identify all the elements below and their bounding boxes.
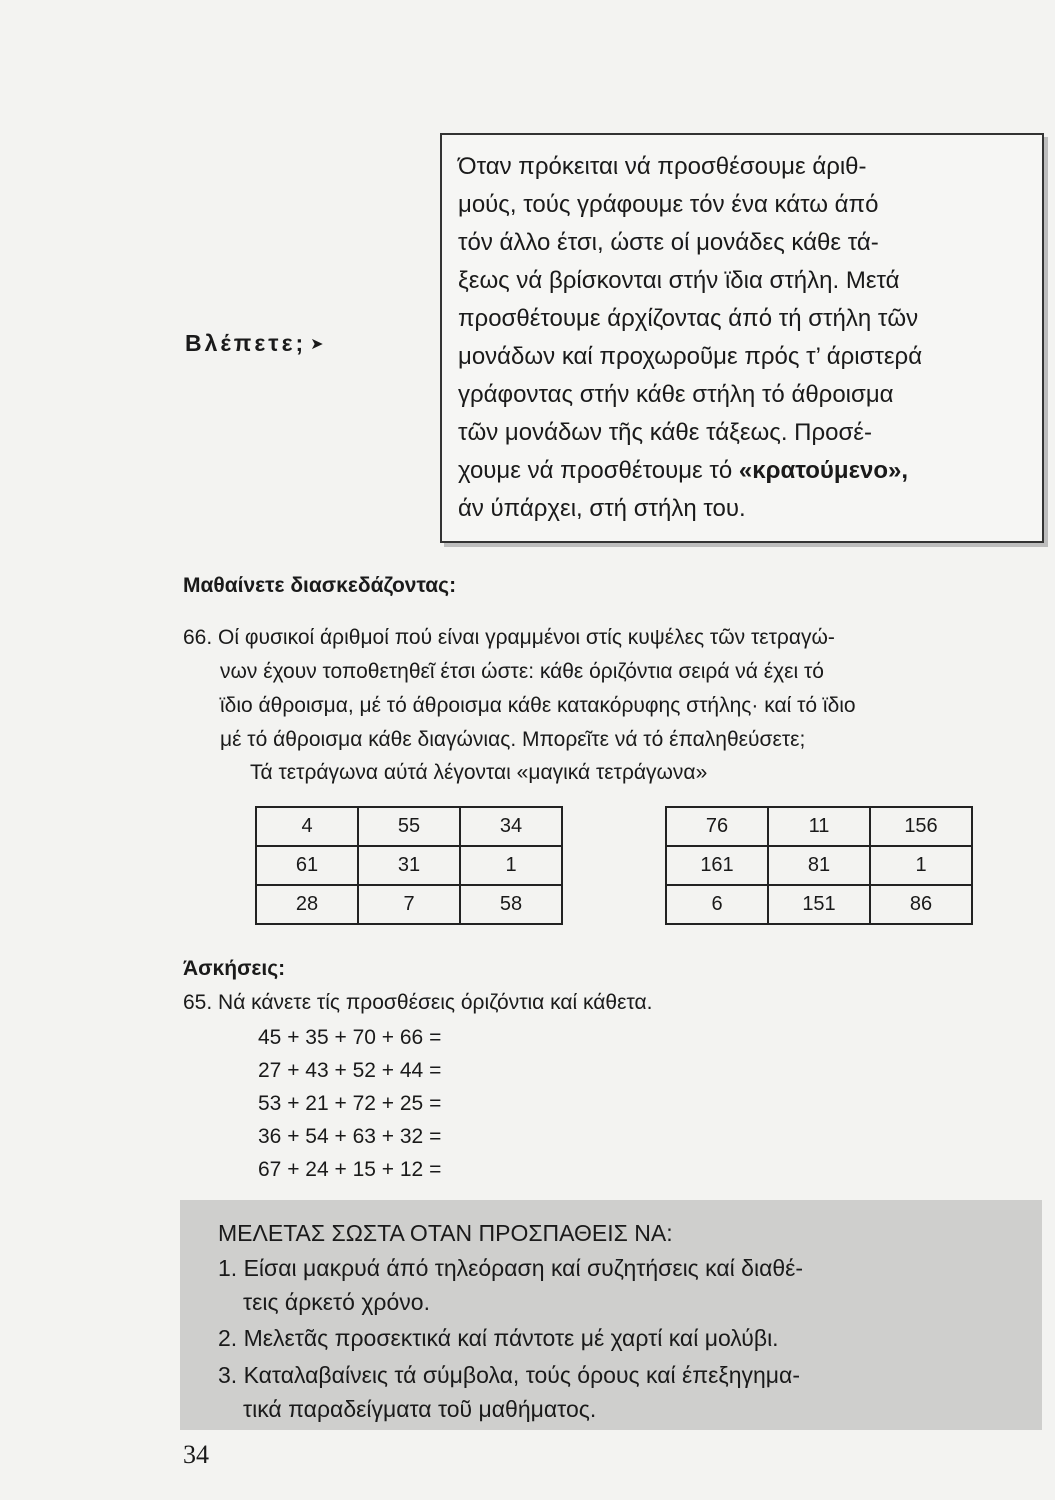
addition-rule-box (440, 133, 1044, 543)
problem-line: Τά τετράγωνα αύτά λέγονται «μαγικά τετράγωνα» (250, 761, 708, 784)
rule-line-text: χουμε νά προσθέτουμε τό (458, 457, 739, 484)
table-row (256, 807, 562, 846)
equation: 53 + 21 + 72 + 25 = (258, 1092, 442, 1115)
rule-line: μονάδων καί προχωροῦμε πρός τ’ άριστερά (458, 343, 923, 370)
table-cell: 7 (358, 885, 460, 924)
problem-line: μέ τό άθροισμα κάθε διαγώνιας. Μπορεῖτε νά τό έπαληθεύσετε; (220, 728, 806, 751)
rule-line (458, 459, 908, 483)
tip-line: τεις άρκετό χρόνο. (243, 1289, 430, 1315)
tip-line: τικά παραδείγματα τοῦ μαθήματος. (243, 1396, 597, 1422)
table-cell: 76 (666, 807, 768, 846)
rule-line: προσθέτουμε άρχίζοντας άπό τή στήλη τῶν (458, 305, 919, 332)
magic-square-left (255, 806, 563, 925)
table-cell: 4 (256, 807, 358, 846)
page-number: 34 (183, 1440, 209, 1469)
rule-line: Όταν πρόκειται νά προσθέσουμε άριθ- (458, 153, 867, 180)
rule-line: ξεως νά βρίσκονται στήν ϊδια στήλη. Μετά (458, 267, 900, 294)
table-cell: 151 (768, 885, 870, 924)
table-cell: 34 (460, 807, 562, 846)
table-cell: 55 (358, 807, 460, 846)
rule-line: τόν άλλο έτσι, ώστε οί μονάδες κάθε τά- (458, 229, 879, 256)
tips-header: ΜΕΛΕΤΑΣ ΣΩΣΤΑ ΟΤΑΝ ΠΡΟΣΠΑΘΕΙΣ ΝΑ: (218, 1220, 673, 1246)
rule-line: τῶν μονάδων τῆς κάθε τάξεως. Προσέ- (458, 419, 872, 446)
equation: 36 + 54 + 63 + 32 = (258, 1125, 442, 1148)
carry-term: «κρατούμενο», (738, 457, 908, 484)
rule-line: μούς, τούς γράφουμε τόν ένα κάτω άπό (458, 191, 879, 218)
tip-line: 3. Καταλαβαίνεις τά σύμβολα, τούς όρους καί έπεξηγημα- (218, 1362, 800, 1388)
tip-line: 1. Είσαι μακρυά άπό τηλεόραση καί συζητήσεις καί διαθέ- (218, 1255, 804, 1281)
problem-line: ϊδιο άθροισμα, μέ τό άθροισμα κάθε κατακόρυφης στήλης· καί τό ϊδιο (220, 694, 856, 717)
fun-section-title: Μαθαίνετε διασκεδάζοντας: (183, 574, 457, 597)
table-cell: 11 (768, 807, 870, 846)
table-row (666, 807, 972, 846)
table-cell: 28 (256, 885, 358, 924)
equation: 27 + 43 + 52 + 44 = (258, 1059, 442, 1082)
table-cell: 156 (870, 807, 972, 846)
see-label (185, 330, 327, 357)
table-cell: 81 (768, 846, 870, 885)
table-cell: 161 (666, 846, 768, 885)
see-label-text: Βλέπετε; (185, 330, 307, 356)
table-cell: 31 (358, 846, 460, 885)
tip-line: 2. Μελετᾶς προσεκτικά καί πάντοτε μέ χαρτί καί μολύβι. (218, 1325, 779, 1351)
magic-square-right (665, 806, 973, 925)
table-row (256, 885, 562, 924)
table-cell: 86 (870, 885, 972, 924)
table-row (666, 885, 972, 924)
equation: 67 + 24 + 15 + 12 = (258, 1158, 442, 1181)
rule-line: άν ύπάρχει, στή στήλη του. (458, 495, 746, 522)
table-cell: 1 (460, 846, 562, 885)
table-cell: 58 (460, 885, 562, 924)
exercise-intro: 65. Νά κάνετε τίς προσθέσεις όριζόντια καί κάθετα. (183, 991, 653, 1014)
exercises-title: Άσκήσεις: (183, 957, 286, 980)
table-cell: 61 (256, 846, 358, 885)
table-row (256, 846, 562, 885)
table-row (666, 846, 972, 885)
study-tips-box (180, 1200, 1042, 1430)
table-cell: 6 (666, 885, 768, 924)
equation: 45 + 35 + 70 + 66 = (258, 1026, 442, 1049)
problem-line: νων έχουν τοποθετηθεῖ έτσι ώστε: κάθε όριζόντια σειρά νά έχει τό (220, 660, 824, 683)
arrow-right-icon: ➤ (310, 336, 327, 353)
table-cell: 1 (870, 846, 972, 885)
rule-line: γράφοντας στήν κάθε στήλη τό άθροισμα (458, 381, 894, 408)
problem-line: 66. Οί φυσικοί άριθμοί πού είναι γραμμένοι στίς κυψέλες τῶν τετραγώ- (183, 626, 835, 649)
